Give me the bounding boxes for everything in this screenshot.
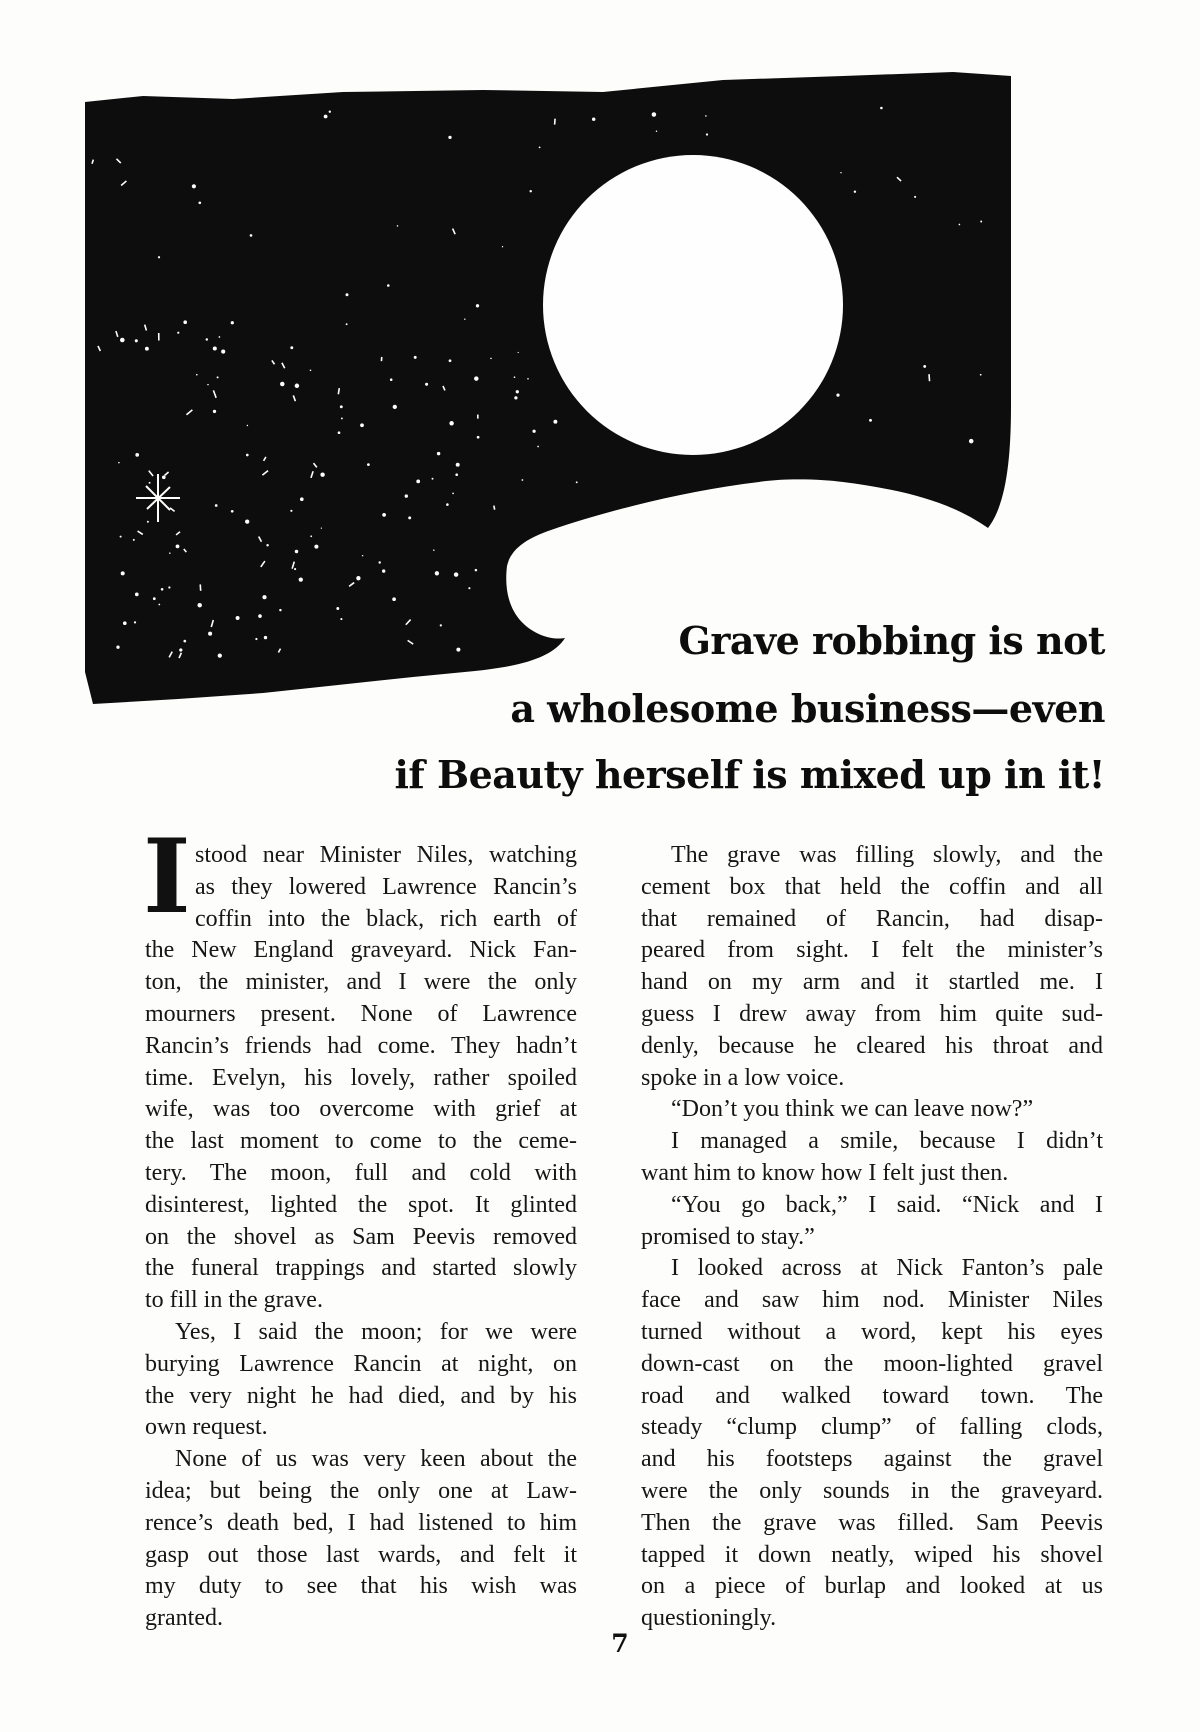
story-line: stood near Minister Niles, watching bbox=[195, 842, 577, 868]
headline-line-3: if Beauty herself is mixed up in it! bbox=[394, 752, 1105, 797]
story-line: wife, was too overcome with grief at bbox=[145, 1096, 577, 1123]
story-line: spoke in a low voice. bbox=[641, 1064, 845, 1091]
story-line: the last moment to come to the ceme- bbox=[145, 1128, 577, 1155]
night-sky-illustration bbox=[83, 66, 1013, 711]
story-line: as they lowered Lawrence Rancin’s bbox=[195, 873, 577, 900]
story-line: “Don’t you think we can leave now?” bbox=[671, 1096, 1034, 1123]
night-sky bbox=[85, 72, 1011, 704]
story-line: tery. The moon, full and cold with bbox=[145, 1159, 577, 1186]
story-line: The grave was filling slowly, and the bbox=[671, 842, 1103, 868]
story-line: rence’s death bed, I had listened to him bbox=[145, 1509, 577, 1536]
story-line: disinterest, lighted the spot. It glinted bbox=[145, 1191, 577, 1218]
story-line: None of us was very keen about the bbox=[175, 1446, 577, 1473]
story-line: to fill in the grave. bbox=[145, 1287, 323, 1314]
story-line: on a piece of burlap and looked at us bbox=[641, 1573, 1103, 1600]
story-line: time. Evelyn, his lovely, rather spoiled bbox=[145, 1064, 577, 1091]
story-line: Then the grave was filled. Sam Peevis bbox=[641, 1509, 1103, 1536]
story-line: down-cast on the moon-lighted gravel bbox=[641, 1350, 1103, 1377]
story-line: my duty to see that his wish was bbox=[145, 1573, 577, 1600]
story-line: steady “clump clump” of falling clods, bbox=[641, 1414, 1103, 1441]
story-line: I managed a smile, because I didn’t bbox=[671, 1128, 1103, 1155]
story-line: own request. bbox=[145, 1414, 268, 1441]
story-line: and his footsteps against the gravel bbox=[641, 1446, 1103, 1473]
story-line: the funeral trappings and started slowly bbox=[145, 1255, 577, 1282]
story-line: burying Lawrence Rancin at night, on bbox=[145, 1350, 577, 1377]
story-line: on the shovel as Sam Peevis removed bbox=[145, 1223, 577, 1250]
headline-line-1: Grave robbing is not bbox=[678, 618, 1105, 663]
story-line: cement box that held the coffin and all bbox=[641, 873, 1103, 900]
story-line: ton, the minister, and I were the only bbox=[145, 969, 577, 996]
story-line: tapped it down neatly, wiped his shovel bbox=[641, 1541, 1103, 1568]
story-line: the very night he had died, and by his bbox=[145, 1382, 577, 1409]
story-line: want him to know how I felt just then. bbox=[641, 1159, 1009, 1186]
story-line: were the only sounds in the graveyard. bbox=[641, 1477, 1103, 1504]
story-line: peared from sight. I felt the minister’s bbox=[641, 937, 1103, 964]
story-column-left bbox=[145, 840, 577, 1635]
story-line: face and saw him nod. Minister Niles bbox=[641, 1287, 1103, 1314]
story-line: gasp out those last wards, and felt it bbox=[145, 1541, 577, 1568]
story-line: “You go back,” I said. “Nick and I bbox=[671, 1191, 1103, 1218]
drop-cap: I bbox=[143, 817, 191, 937]
story-line: I looked across at Nick Fanton’s pale bbox=[671, 1255, 1103, 1282]
story-line: guess I drew away from him quite sud- bbox=[641, 1000, 1103, 1027]
story-column-right bbox=[641, 840, 1103, 1635]
headline-line-2: a wholesome business—even bbox=[510, 686, 1105, 731]
story-line: road and walked toward town. The bbox=[641, 1382, 1103, 1409]
story-line: questioningly. bbox=[641, 1605, 777, 1632]
story-line: Rancin’s friends had come. They hadn’t bbox=[145, 1032, 577, 1059]
story-line: that remained of Rancin, had disap- bbox=[641, 905, 1103, 932]
story-line: mourners present. None of Lawrence bbox=[145, 1000, 577, 1027]
story-line: granted. bbox=[145, 1605, 223, 1632]
page-number: 7 bbox=[611, 1629, 629, 1658]
story-line: Yes, I said the moon; for we were bbox=[175, 1318, 577, 1345]
story-line: coffin into the black, rich earth of bbox=[195, 905, 577, 932]
story-line: idea; but being the only one at Law- bbox=[145, 1477, 577, 1504]
full-moon bbox=[543, 155, 843, 455]
story-line: hand on my arm and it startled me. I bbox=[641, 969, 1103, 996]
story-line: promised to stay.” bbox=[641, 1223, 815, 1250]
story-line: the New England graveyard. Nick Fan- bbox=[145, 937, 577, 964]
story-line: turned without a word, kept his eyes bbox=[641, 1318, 1103, 1345]
story-line: denly, because he cleared his throat and bbox=[641, 1032, 1103, 1059]
